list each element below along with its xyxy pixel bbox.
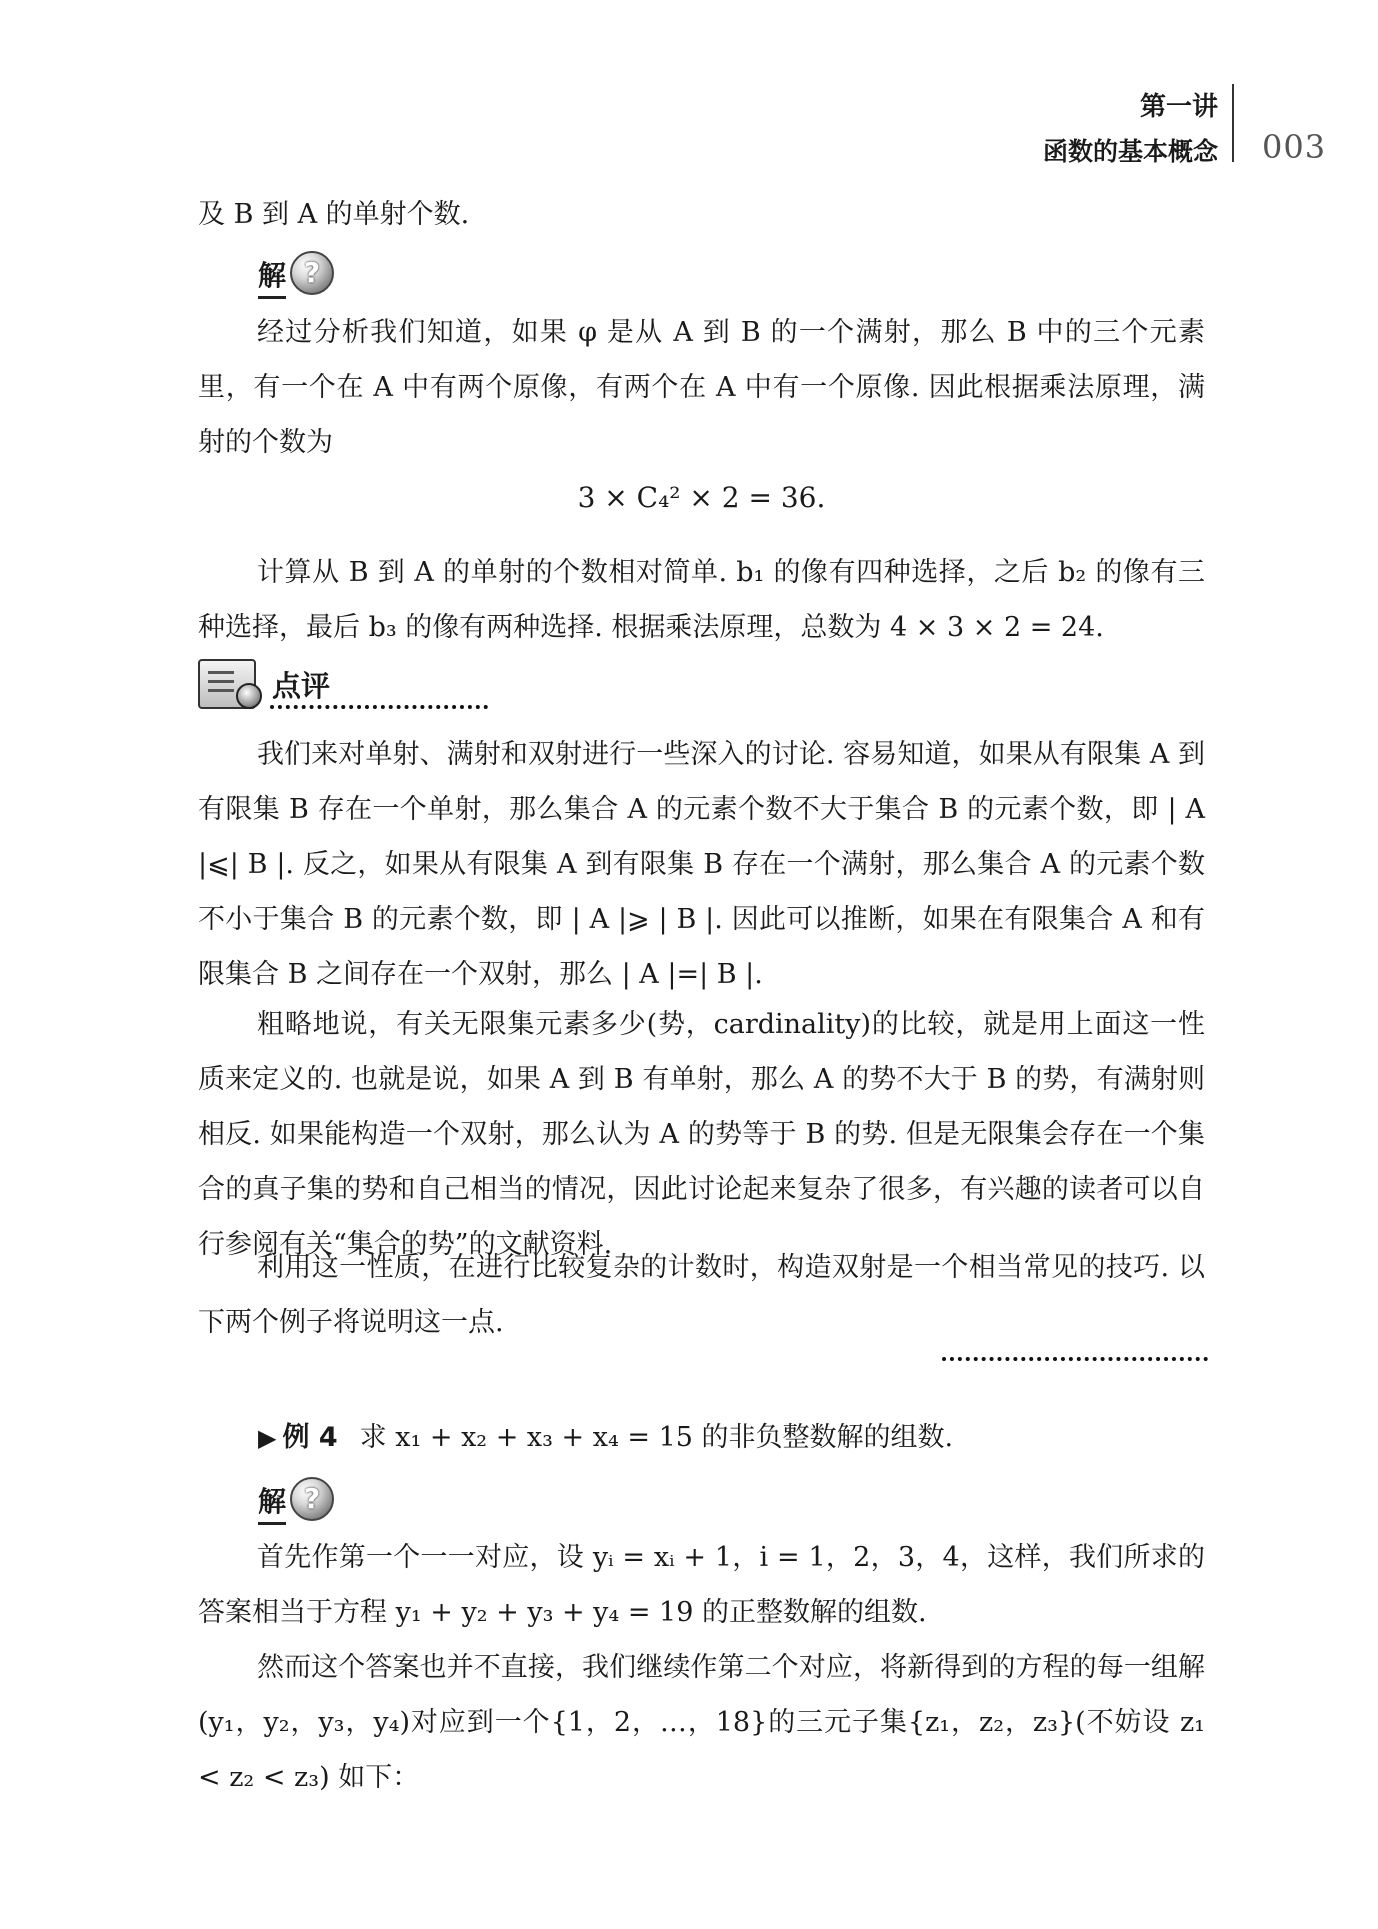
review-label: 点评 (272, 669, 331, 703)
triangle-icon: ▶ (258, 1424, 277, 1452)
solution-label-text-2: 解 (258, 1480, 286, 1525)
page-number: 003 (1262, 128, 1327, 166)
help-icon: ? (290, 251, 334, 295)
review-top-dotted-rule (270, 705, 488, 709)
chapter-title: 第一讲 (1139, 92, 1218, 122)
example-tag-text: 例 4 (282, 1422, 338, 1453)
review-paragraph-3: 利用这一性质，在进行比较复杂的计数时，构造双射是一个相当常见的技巧. 以下两个例子将说明这一点. (198, 1252, 1205, 1338)
solution1-paragraph-1: 经过分析我们知道，如果 φ 是从 A 到 B 的一个满射，那么 B 中的三个元素里，有一个在 A 中有两个原像，有两个在 A 中有一个原像. 因此根据乘法原理，满射的个数为 (198, 317, 1205, 458)
review-header (198, 657, 330, 711)
solution1-formula: 3 × C₄² × 2 = 36. (577, 481, 826, 514)
solution2-paragraph-2: 然而这个答案也并不直接，我们继续作第二个对应，将新得到的方程的每一组解(y₁，y₂，y₃，y₄)对应到一个{1，2，…，18}的三元子集{z₁，z₂，z₃}(不妨设 z₁ < z₂ < z₃) 如下： (198, 1652, 1205, 1793)
solution-label-1 (258, 254, 334, 299)
help-icon-2: ? (290, 1477, 334, 1521)
review-bottom-dotted-rule (942, 1357, 1208, 1361)
example-4 (258, 1421, 953, 1455)
example-statement: 求 x₁ + x₂ + x₃ + x₄ = 15 的非负整数解的组数. (359, 1422, 954, 1453)
review-icon (198, 657, 262, 711)
header-divider (1232, 84, 1234, 162)
solution1-paragraph-2: 计算从 B 到 A 的单射的个数相对简单. b₁ 的像有四种选择，之后 b₂ 的像有三种选择，最后 b₃ 的像有两种选择. 根据乘法原理，总数为 4 × 3 × 2 = 24. (198, 557, 1205, 643)
review-paragraph-1: 我们来对单射、满射和双射进行一些深入的讨论. 容易知道，如果从有限集 A 到有限集 B 存在一个单射，那么集合 A 的元素个数不大于集合 B 的元素个数，即 | A |⩽| B |. 反之，如果从有限集 A 到有限集 B 存在一个满射，那么集合 A 的元素个数不小于集合 B 的元素个数，即 | A |⩾ | B |. 因此可以推断，如果在有限集合 A 和有限集合 B 之间存在一个双射，那么 | A |=| B |. (198, 739, 1205, 990)
section-title: 函数的基本概念 (1042, 137, 1218, 166)
intro-line: 及 B 到 A 的单射个数. (198, 199, 470, 230)
solution-label-2 (258, 1480, 334, 1525)
review-paragraph-2: 粗略地说，有关无限集元素多少(势，cardinality)的比较，就是用上面这一性质来定义的. 也就是说，如果 A 到 B 有单射，那么 A 的势不大于 B 的势，有满射则相反. 如果能构造一个双射，那么认为 A 的势等于 B 的势. 但是无限集会存在一个集合的真子集的势和自己相当的情况，因此讨论起来复杂了很多，有兴趣的读者可以自行参阅有关“集合的势”的文献资料. (198, 1009, 1205, 1260)
solution-label-text: 解 (258, 254, 286, 299)
example-tag (258, 1422, 338, 1453)
solution2-paragraph-1: 首先作第一个一一对应，设 yᵢ = xᵢ + 1，i = 1，2，3，4，这样，我们所求的答案相当于方程 y₁ + y₂ + y₃ + y₄ = 19 的正整数解的组数. (198, 1542, 1205, 1628)
